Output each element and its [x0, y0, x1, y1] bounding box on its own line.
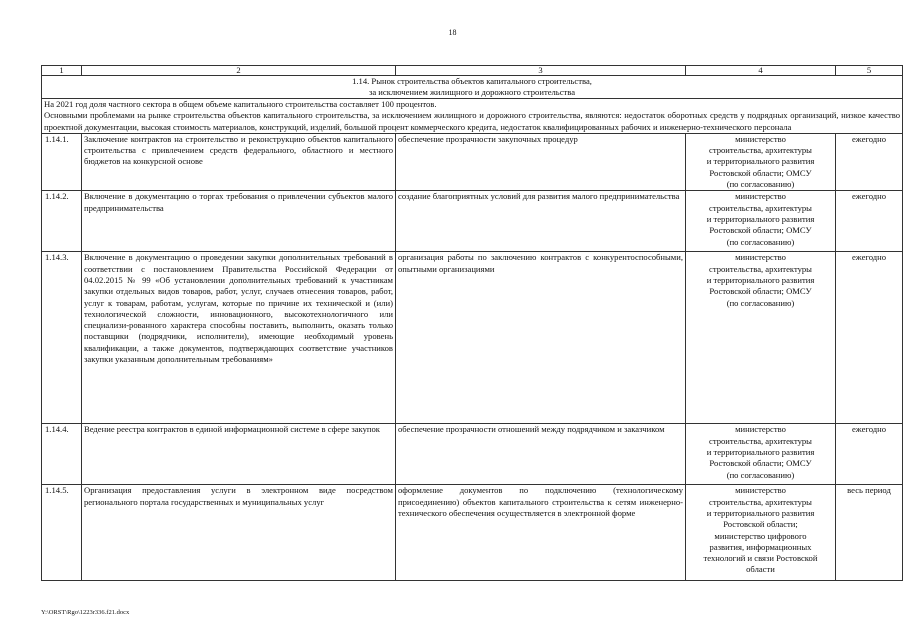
row-number: 1.14.1. [42, 133, 82, 190]
table-row [42, 191, 903, 252]
responsible-line: и территориального развития [706, 446, 815, 457]
responsible-line: строительства, архитектуры [709, 496, 812, 507]
row-term: весь период [836, 485, 903, 581]
row-term: ежегодно [836, 424, 903, 485]
responsible-line: (по согласованию) [726, 236, 795, 247]
responsible-line: министерство [735, 252, 786, 263]
row-term: ежегодно [836, 252, 903, 424]
row-responsible [686, 424, 836, 485]
page-number: 18 [448, 28, 457, 37]
row-measure: Включение в документацию о проведении закупки дополнительных требований в соответствии с постановлением Правительства Российской Федерации от 04.02.2015 № 99 «Об установлении дополнительных требований к участникам закупки отдельных видов товаров, работ, услуг, случаев отнесения товаров, работ, услуг к товарам, работам, услугам, которые по причине их технической и (или) технологической сложности, инновационного, высокотехнологичного или специализи-рованного характера способны поставить, выполнить, оказать только поставщики (подрядчики, исполнители), имеющие необходимый уровень квалификации, а также документов, подтверждающих соответствие участников закупки указанным дополнительным требованиям» [82, 252, 396, 424]
row-result: создание благоприятных условий для развития малого предпринимательства [396, 191, 686, 252]
row-number: 1.14.2. [42, 191, 82, 252]
intro-share-text: На 2021 год доля частного сектора в общем объеме капитального строительства составляет 100 процентов. [44, 99, 437, 109]
responsible-line: и территориального развития [706, 507, 815, 518]
responsible-line: Ростовской области; ОМСУ [709, 458, 812, 469]
column-number: 3 [396, 66, 686, 76]
responsible-line: и территориального развития [706, 274, 815, 285]
responsible-line: министерство [735, 485, 786, 496]
intro-problems-text: Основными проблемами на рынке строительства объектов капитального строительства, за исключением жилищного и дорожного строительства, являются: недостаток оборотных средств у подрядных организаций, низкое качество проектной документации, высокая стоимость материалов, конструкций, изделий, большой процент коммерческого кредита, недостаток квалифицированных рабочих и инженерно-технического персонала [44, 110, 900, 132]
column-number: 2 [82, 66, 396, 76]
intro-row [42, 99, 903, 134]
column-number: 5 [836, 66, 903, 76]
responsible-line: (по согласованию) [726, 469, 795, 480]
row-responsible [686, 133, 836, 190]
row-term: ежегодно [836, 191, 903, 252]
row-responsible [686, 191, 836, 252]
table-row [42, 485, 903, 581]
section-title-line1: 1.14. Рынок строительства объектов капитального строительства, [352, 76, 592, 86]
responsible-line: строительства, архитектуры [709, 435, 812, 446]
column-number: 4 [686, 66, 836, 76]
row-measure: Заключение контрактов на строительство и реконструкцию объектов капитального строительства с привлечением средств федерального, областного и местного бюджетов на конкурсной основе [82, 133, 396, 190]
responsible-line: Ростовской области; ОМСУ [709, 225, 812, 236]
row-result: организация работы по заключению контрактов с конкурентоспособными, опытными организациями [396, 252, 686, 424]
column-number: 1 [42, 66, 82, 76]
row-measure: Ведение реестра контрактов в единой информационной системе в сфере закупок [82, 424, 396, 485]
responsible-line: Ростовской области; ОМСУ [709, 286, 812, 297]
row-number: 1.14.5. [42, 485, 82, 581]
row-number: 1.14.3. [42, 252, 82, 424]
row-measure: Организация предоставления услуги в электронном виде посредством регионального портала государственных и муниципальных услуг [82, 485, 396, 581]
responsible-line: строительства, архитектуры [709, 263, 812, 274]
section-title-row [42, 76, 903, 99]
responsible-line: министерство цифрового [714, 530, 807, 541]
responsible-line: (по согласованию) [726, 179, 795, 190]
row-measure: Включение в документацию о торгах требования о привлечении субъектов малого предпринимательства [82, 191, 396, 252]
table-row [42, 252, 903, 424]
table-row [42, 133, 903, 190]
responsible-line: и территориального развития [706, 156, 815, 167]
responsible-line: министерство [735, 424, 786, 435]
row-result: обеспечение прозрачности отношений между подрядчиком и заказчиком [396, 424, 686, 485]
section-title-line2: за исключением жилищного и дорожного строительства [368, 87, 576, 97]
column-number-row [42, 66, 903, 76]
file-path-footer: Y:\ORST\Rgo\1223r336.f21.docx [41, 609, 130, 616]
measures-table [41, 65, 903, 581]
responsible-line: и территориального развития [706, 213, 815, 224]
responsible-line: Ростовской области; [723, 519, 798, 530]
responsible-line: строительства, архитектуры [709, 145, 812, 156]
responsible-line: (по согласованию) [726, 297, 795, 308]
table-row [42, 424, 903, 485]
responsible-line: Ростовской области; ОМСУ [709, 167, 812, 178]
responsible-line: министерство [735, 133, 786, 144]
responsible-line: области [746, 564, 775, 575]
row-result: обеспечение прозрачности закупочных процедур [396, 133, 686, 190]
row-result: оформление документов по подключению (технологическому присоединению) объектов капитального строительства к сетям инженерно-технического обеспечения осуществляется в электронной форме [396, 485, 686, 581]
responsible-line: строительства, архитектуры [709, 202, 812, 213]
row-responsible [686, 252, 836, 424]
row-number: 1.14.4. [42, 424, 82, 485]
responsible-line: технологий и связи Ростовской [703, 553, 818, 564]
responsible-line: министерство [735, 191, 786, 202]
row-responsible [686, 485, 836, 581]
responsible-line: развития, информационных [709, 541, 812, 552]
row-term: ежегодно [836, 133, 903, 190]
